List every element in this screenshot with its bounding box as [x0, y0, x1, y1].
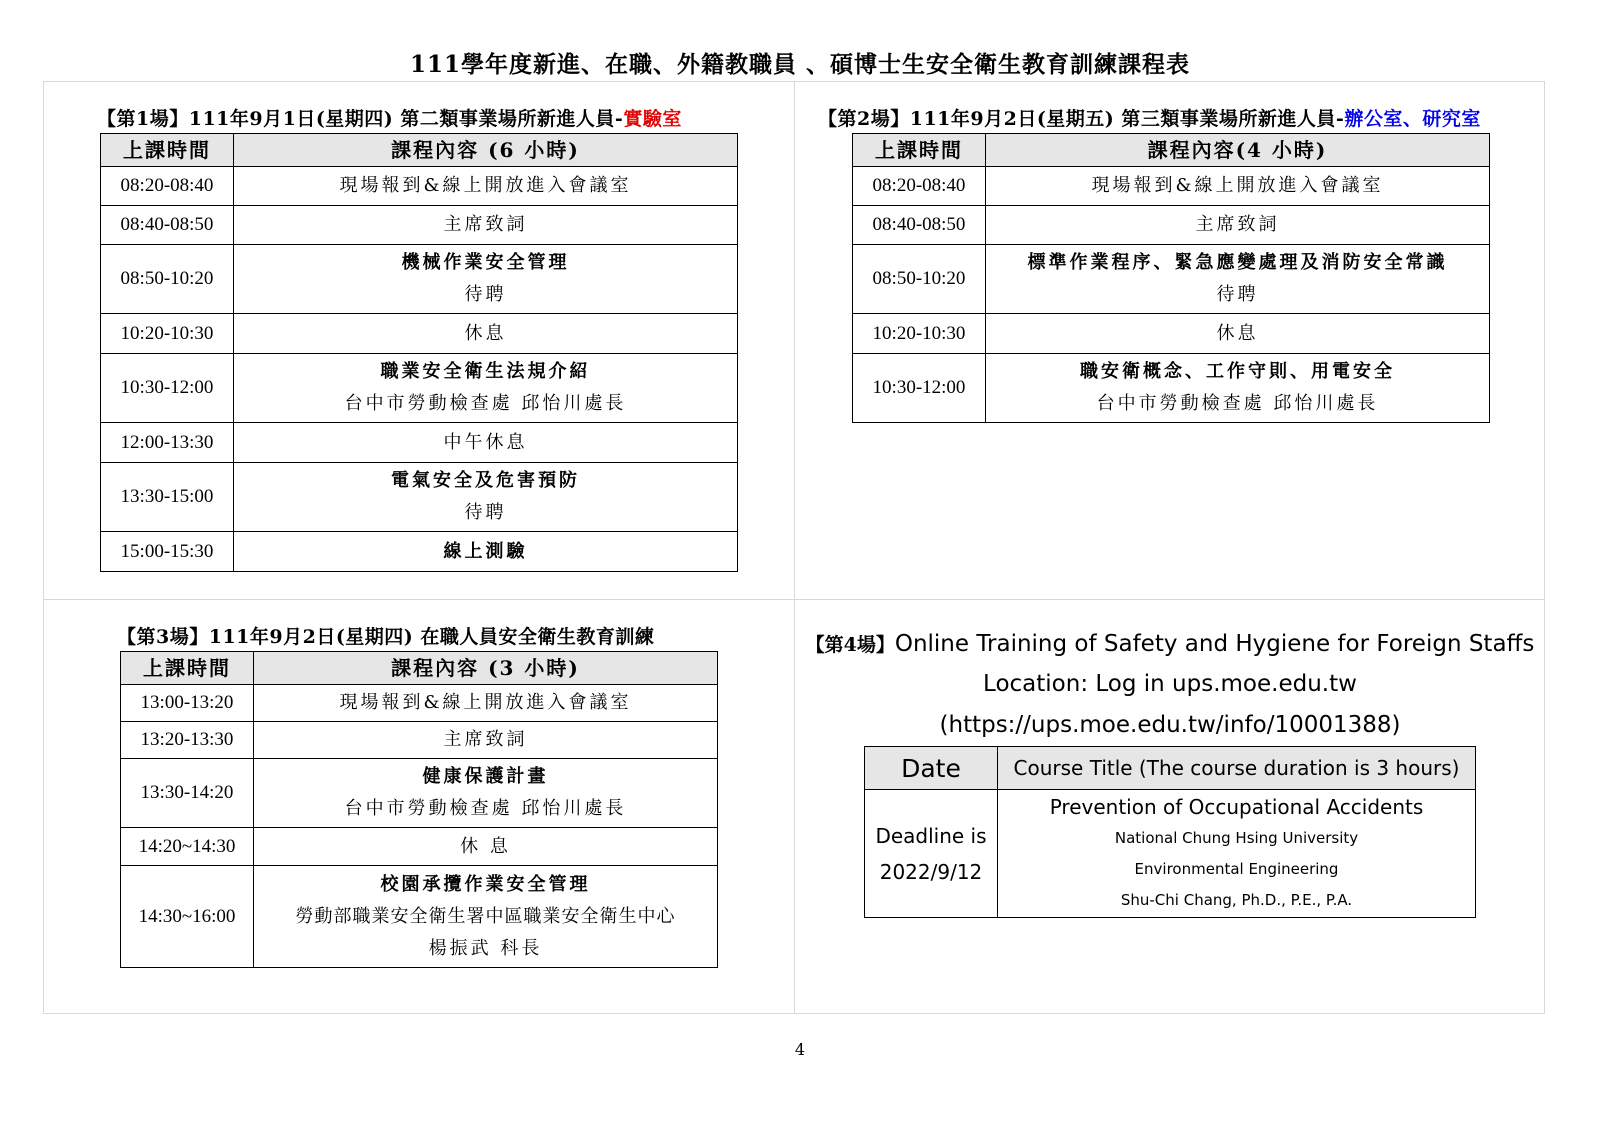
table-row	[101, 314, 738, 354]
session2-title	[818, 104, 1481, 131]
time-cell: 14:20~14:30	[121, 828, 254, 866]
table-row	[101, 532, 738, 572]
course-title: 線上測驗	[443, 540, 528, 562]
content-cell	[254, 759, 718, 828]
time-cell: 10:20-10:30	[853, 314, 986, 354]
content-cell	[254, 685, 718, 722]
time-cell: 10:30-12:00	[853, 354, 986, 423]
content-cell	[986, 167, 1490, 206]
time-cell: 13:30-14:20	[121, 759, 254, 828]
session1-table	[100, 133, 738, 572]
col-time-header: 上課時間	[101, 134, 234, 167]
course-title: 主席致詞	[1195, 214, 1280, 235]
institution: National Chung Hsing University	[1114, 829, 1359, 847]
content-cell	[234, 245, 738, 314]
time-cell: 13:30-15:00	[101, 463, 234, 532]
course-title: 職業安全衛生法規介紹	[380, 361, 591, 382]
table-header-row	[853, 134, 1490, 167]
col-title-header: Course Title (The course duration is 3 hours)	[998, 747, 1476, 790]
table-row	[101, 423, 738, 463]
session4-url: (https://ups.moe.edu.tw/info/10001388)	[939, 712, 1401, 738]
vertical-divider	[794, 81, 795, 1014]
time-cell: 08:50-10:20	[101, 245, 234, 314]
table-row	[865, 790, 1476, 918]
table-row	[101, 167, 738, 206]
content-cell	[254, 866, 718, 968]
course-title: 主席致詞	[443, 214, 528, 235]
content-cell	[986, 354, 1490, 423]
course-title: 機械作業安全管理	[401, 252, 570, 273]
session4-table	[864, 746, 1476, 918]
session2-table	[852, 133, 1490, 423]
table-row	[853, 314, 1490, 354]
session1-title	[97, 104, 682, 131]
col-date-header: Date	[865, 747, 998, 790]
content-cell	[234, 314, 738, 354]
time-cell: 15:00-15:30	[101, 532, 234, 572]
table-row	[853, 245, 1490, 314]
time-cell: 13:20-13:30	[121, 722, 254, 759]
col-content-header: 課程內容(4 小時)	[986, 134, 1490, 167]
time-cell: 08:50-10:20	[853, 245, 986, 314]
table-row	[853, 167, 1490, 206]
content-cell	[234, 463, 738, 532]
table-row	[121, 759, 718, 828]
course-title: 主席致詞	[443, 729, 528, 750]
time-cell: 12:00-13:30	[101, 423, 234, 463]
content-cell	[254, 722, 718, 759]
course-title: 電氣安全及危害預防	[391, 470, 580, 491]
course-title: 校園承攬作業安全管理	[380, 873, 591, 895]
course-instructor-org: 勞動部職業安全衛生署中區職業安全衛生中心	[295, 905, 676, 927]
session2-title-text: 【第2場】111年9月2日(星期五) 第三類事業場所新進人員-	[818, 108, 1345, 130]
content-cell	[986, 206, 1490, 245]
session1-title-highlight: 實驗室	[623, 108, 682, 130]
course-instructor: 台中市勞動檢查處 邱怡川處長	[344, 393, 627, 414]
page-title: 111學年度新進、在職、外籍教職員 、碩博士生安全衛生教育訓練課程表	[409, 51, 1191, 78]
table-row	[101, 354, 738, 423]
session3-table	[120, 651, 718, 968]
content-cell	[254, 828, 718, 866]
course-title: 休 息	[460, 835, 511, 857]
horizontal-divider	[43, 599, 1545, 600]
time-cell: 10:20-10:30	[101, 314, 234, 354]
time-cell: 13:00-13:20	[121, 685, 254, 722]
table-header-row	[865, 747, 1476, 790]
table-row	[121, 722, 718, 759]
deadline-date: 2022/9/12	[879, 859, 983, 884]
department: Environmental Engineering	[1134, 860, 1339, 878]
table-row	[121, 866, 718, 968]
table-row	[853, 206, 1490, 245]
instructor: Shu-Chi Chang, Ph.D., P.E., P.A.	[1120, 891, 1353, 909]
course-instructor: 待聘	[1216, 284, 1259, 305]
course-title: 休息	[464, 322, 507, 344]
session4-title	[795, 630, 1545, 657]
time-cell: 08:40-08:50	[101, 206, 234, 245]
content-cell	[234, 532, 738, 572]
time-cell: 08:40-08:50	[853, 206, 986, 245]
content-cell	[998, 790, 1476, 918]
table-header-row	[121, 652, 718, 685]
course-title: 現場報到&線上開放進入會議室	[1091, 175, 1384, 196]
col-content-header: 課程內容 (3 小時)	[254, 652, 718, 685]
table-row	[101, 206, 738, 245]
content-cell	[234, 167, 738, 206]
table-row	[853, 354, 1490, 423]
course-instructor: 待聘	[464, 502, 507, 523]
course-title: 休息	[1216, 322, 1259, 344]
course-title: 標準作業程序、緊急應變處理及消防安全常識	[1027, 252, 1448, 273]
session2-title-highlight: 辦公室、研究室	[1344, 108, 1481, 130]
content-cell	[986, 314, 1490, 354]
table-header-row	[101, 134, 738, 167]
table-row	[121, 828, 718, 866]
session4-location: Location: Log in ups.moe.edu.tw	[983, 671, 1357, 697]
deadline-label: Deadline is	[875, 823, 987, 848]
course-instructor: 待聘	[464, 284, 507, 305]
course-title: 職安衛概念、工作守則、用電安全	[1080, 361, 1395, 382]
date-cell	[865, 790, 998, 918]
col-content-header: 課程內容 (6 小時)	[234, 134, 738, 167]
content-cell	[234, 206, 738, 245]
course-instructor: 台中市勞動檢查處 邱怡川處長	[344, 798, 627, 819]
course-instructor: 楊振武 科長	[428, 937, 543, 959]
session4-title-text: Online Training of Safety and Hygiene for Foreign Staffs	[894, 631, 1535, 657]
course-title: 健康保護計畫	[422, 766, 549, 787]
col-time-header: 上課時間	[121, 652, 254, 685]
time-cell: 14:30~16:00	[121, 866, 254, 968]
course-title: 中午休息	[443, 431, 528, 453]
content-cell	[986, 245, 1490, 314]
content-cell	[234, 423, 738, 463]
page-number: 4	[794, 1040, 806, 1059]
course-title: Prevention of Occupational Accidents	[1049, 795, 1424, 819]
time-cell: 10:30-12:00	[101, 354, 234, 423]
session1-title-text: 【第1場】111年9月1日(星期四) 第二類事業場所新進人員-	[97, 108, 624, 130]
table-row	[121, 685, 718, 722]
table-row	[101, 245, 738, 314]
time-cell: 08:20-08:40	[853, 167, 986, 206]
course-title: 現場報到&線上開放進入會議室	[339, 175, 632, 196]
course-instructor: 台中市勞動檢查處 邱怡川處長	[1096, 393, 1379, 414]
session4-tag: 【第4場】	[805, 634, 895, 656]
time-cell: 08:20-08:40	[101, 167, 234, 206]
content-cell	[234, 354, 738, 423]
table-row	[101, 463, 738, 532]
session3-title: 【第3場】111年9月2日(星期四) 在職人員安全衛生教育訓練	[117, 626, 655, 648]
col-time-header: 上課時間	[853, 134, 986, 167]
course-title: 現場報到&線上開放進入會議室	[339, 692, 632, 713]
